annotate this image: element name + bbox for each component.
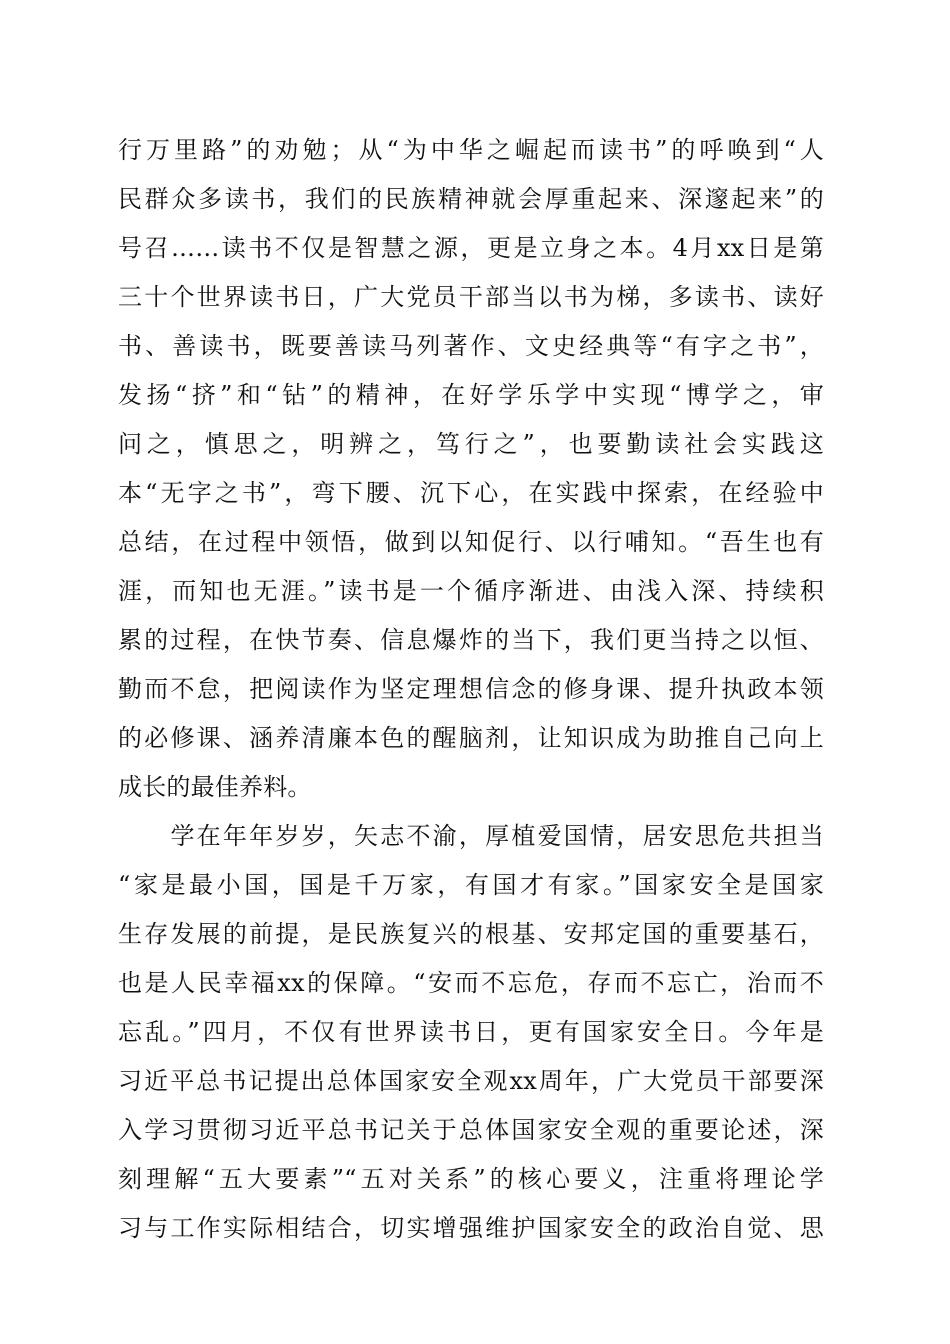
text-line: 号召……读书不仅是智慧之源，更是立身之本。4月xx日是第	[118, 234, 824, 262]
text-line: 本“无字之书”，弯下腰、沉下心，在实践中探索，在经验中	[118, 479, 824, 507]
text-line: 成长的最佳养料。	[118, 773, 312, 801]
text-line: 民群众多读书，我们的民族精神就会厚重起来、深邃起来”的	[118, 185, 824, 213]
text-line: 的必修课、涵养清廉本色的醒脑剂，让知识成为助推自己向上	[118, 724, 824, 752]
paragraph-national-security	[118, 812, 824, 1253]
text-line: 习与工作实际相结合，切实增强维护国家安全的政治自觉、思	[118, 1214, 824, 1242]
text-line: 涯，而知也无涯。”读书是一个循序渐进、由浅入深、持续积	[118, 577, 824, 605]
text-line: 也是人民幸福xx的保障。“安而不忘危，存而不忘亡，治而不	[118, 969, 824, 997]
text-line: 发扬“挤”和“钻”的精神，在好学乐学中实现“博学之，审	[118, 381, 824, 409]
document-body	[118, 126, 824, 1253]
text-line: 忘乱。”四月，不仅有世界读书日，更有国家安全日。今年是	[118, 1018, 824, 1046]
text-line: 总结，在过程中领悟，做到以知促行、以行哺知。“吾生也有	[118, 528, 824, 556]
text-line: 累的过程，在快节奏、信息爆炸的当下，我们更当持之以恒、	[118, 626, 824, 654]
text-line: 习近平总书记提出总体国家安全观xx周年，广大党员干部要深	[118, 1067, 824, 1095]
text-line: 问之，慎思之，明辨之，笃行之”，也要勤读社会实践这	[118, 430, 824, 458]
text-line: 刻理解“五大要素”“五对关系”的核心要义，注重将理论学	[118, 1165, 824, 1193]
text-line: 学在年年岁岁，矢志不渝，厚植爱国情，居安思危共担当	[118, 822, 824, 850]
text-line: 书、善读书，既要善读马列著作、文史经典等“有字之书”，	[118, 332, 824, 360]
paragraph-reading	[118, 126, 824, 812]
text-line: 三十个世界读书日，广大党员干部当以书为梯，多读书、读好	[118, 283, 824, 311]
text-line: 勤而不怠，把阅读作为坚定理想信念的修身课、提升执政本领	[118, 675, 824, 703]
text-line: 生存发展的前提，是民族复兴的根基、安邦定国的重要基石，	[118, 920, 824, 948]
text-line: “家是最小国，国是千万家，有国才有家。”国家安全是国家	[118, 871, 824, 899]
text-line: 行万里路”的劝勉；从“为中华之崛起而读书”的呼唤到“人	[118, 136, 824, 164]
text-line: 入学习贯彻习近平总书记关于总体国家安全观的重要论述，深	[118, 1116, 824, 1144]
